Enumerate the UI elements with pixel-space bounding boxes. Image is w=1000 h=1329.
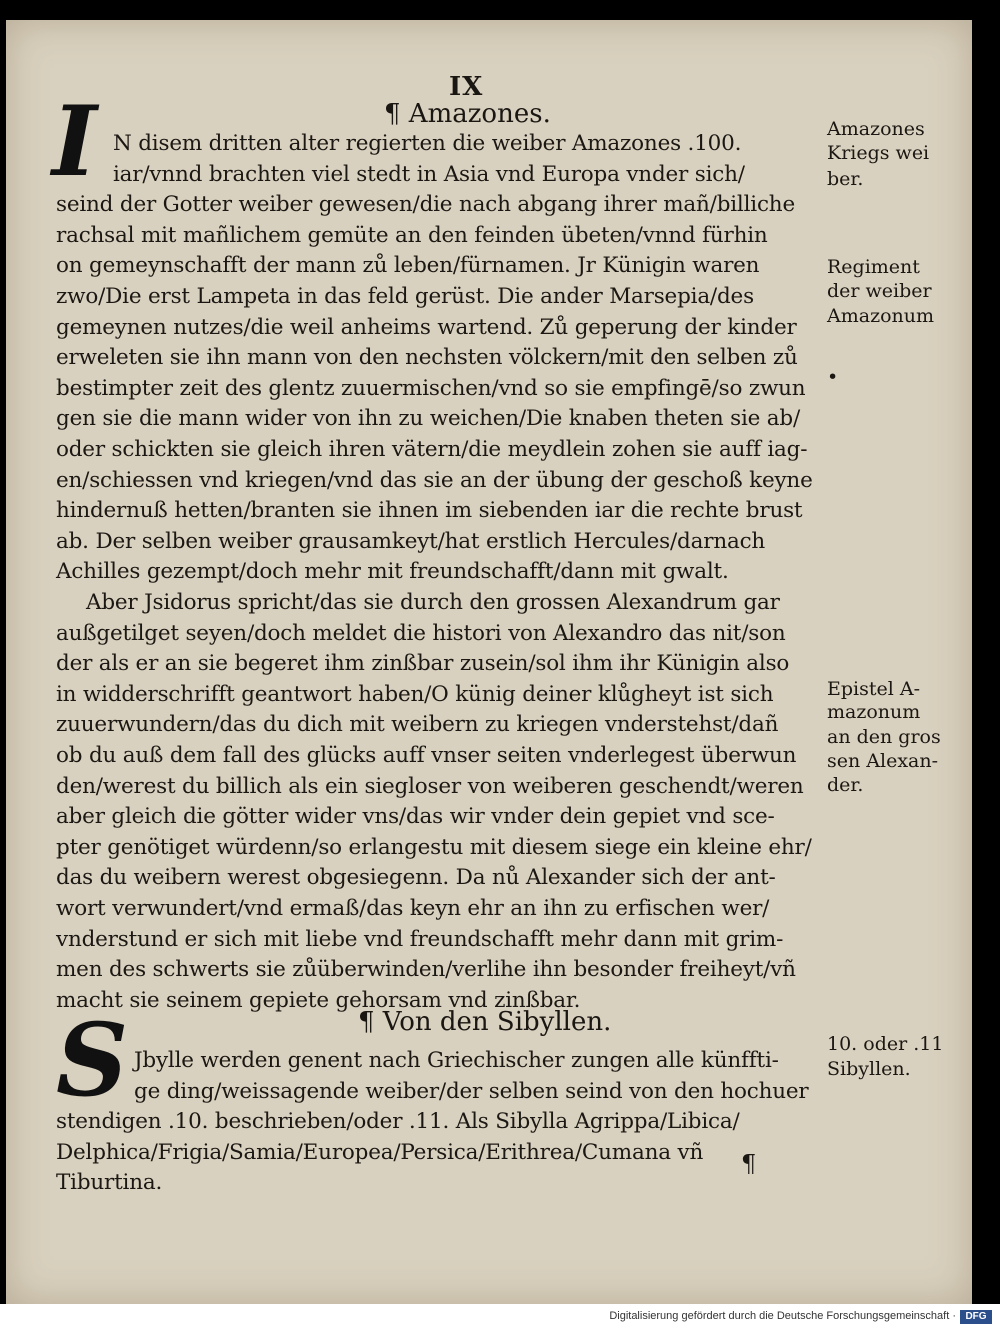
decorated-initial-s: S	[56, 1001, 129, 1119]
text-line: ge ding/weissagende weiber/der selben seind von den hochuer	[134, 1078, 809, 1104]
margin-note: ber.	[827, 168, 864, 190]
text-line: gemeynen nutzes/die weil anheims wartend. Zů geperung der kinder	[56, 314, 797, 340]
text-line: der als er an sie begeret ihm zinßbar zusein/sol ihm ihr Künigin also	[56, 651, 790, 677]
book-page	[6, 20, 972, 1304]
text-line: Delphica/Frigia/Samia/Europea/Persica/Erithrea/Cumana vñ	[56, 1139, 704, 1165]
catchword: ¶	[741, 1150, 757, 1178]
margin-note: mazonum	[827, 701, 921, 723]
text-line: wort verwundert/vnd ermaß/das keyn ehr an ihn zu erfischen wer/	[56, 896, 770, 921]
text-line: bestimpter zeit des glentz zuuermischen/vnd so sie empfingē/so zwun	[56, 375, 806, 401]
text-line: ab. Der selben weiber grausamkeyt/hat erstlich Hercules/darnach	[56, 528, 766, 554]
margin-note: Amazonum	[827, 305, 935, 327]
text-line: N disem dritten alter regierten die weiber Amazones .100.	[113, 131, 742, 156]
margin-note: sen Alexan-	[827, 750, 939, 772]
text-line: macht sie seinem gepiete gehorsam vnd zinßbar.	[56, 987, 581, 1013]
text-line: vnderstund er sich mit liebe vnd freundschafft mehr dann mit grim-	[56, 926, 784, 952]
margin-note: •	[827, 366, 839, 388]
text-line: men des schwerts sie zůüberwinden/verlihe ihn besonder freiheyt/vñ	[56, 957, 796, 983]
margin-note: 10. oder .11	[827, 1033, 944, 1055]
text-line: gen sie die mann wider von ihn zu weichen/Die knaben theten sie ab/	[56, 406, 801, 432]
margin-note: der weiber	[827, 280, 932, 302]
margin-note: an den gros	[827, 726, 941, 748]
margin-note: Amazones	[827, 118, 925, 140]
text-line: oder schickten sie gleich ihren vätern/die meydlein zohen sie auff iag-	[56, 437, 808, 462]
text-line: zwo/Die erst Lampeta in das feld gerüst. Die ander Marsepia/des	[56, 284, 754, 309]
margin-note: Kriegs wei	[827, 142, 930, 164]
text-line: rachsal mit mañlichem gemüte an den feinden übeten/vnnd fürhin	[56, 222, 768, 248]
text-line: stendigen .10. beschrieben/oder .11. Als Sibylla Agrippa/Libica/	[56, 1109, 740, 1135]
text-line: das du weibern werest obgesiegenn. Da nů Alexander sich der ant-	[56, 865, 776, 891]
funding-credit: Digitalisierung gefördert durch die Deutsche Forschungsgemeinschaft ·	[609, 1310, 956, 1322]
text-line: Aber Jsidorus spricht/das sie durch den grossen Alexandrum gar	[86, 590, 780, 615]
margin-note: Epistel A-	[827, 678, 920, 700]
text-line: den/werest du billich als ein siegloser von weiberen geschendt/weren	[56, 773, 804, 799]
text-line: aber gleich die götter wider vns/das wir vnder dein gepiet vnd sce-	[56, 804, 775, 830]
text-line: seind der Gotter weiber gewesen/die nach abgang ihrer mañ/billiche	[56, 192, 795, 218]
text-line: in widderschrifft geantwort haben/O künig deiner klůgheyt ist sich	[56, 681, 774, 707]
text-line: zuuerwundern/das du dich mit weibern zu kriegen vnderstehst/dañ	[56, 712, 779, 738]
margin-note: Regiment	[827, 256, 920, 278]
margin-note: der.	[827, 774, 864, 796]
section-heading-sibyllen: ¶ Von den Sibyllen.	[358, 1007, 612, 1037]
text-line: hindernuß hetten/branten sie ihnen im siebenden iar die rechte brust	[56, 498, 803, 524]
decorated-initial-i: I	[52, 85, 97, 198]
text-line: Achilles gezempt/doch mehr mit freundschafft/dann mit gwalt.	[56, 559, 729, 585]
footer-bar	[0, 1304, 1000, 1329]
text-line: außgetilget seyen/doch meldet die histori von Alexandro das nit/son	[56, 620, 786, 646]
text-line: erweleten sie ihn mann von den nechsten völckern/mit den selben zů	[56, 345, 798, 371]
text-line: en/schiessen vnd kriegen/vnd das sie an der übung der geschoß keyne	[56, 467, 813, 493]
dfg-logo-icon: DFG	[960, 1310, 992, 1324]
margin-note: Sibyllen.	[827, 1058, 911, 1080]
section-heading-amazones: ¶ Amazones.	[384, 99, 551, 129]
text-line: ob du auß dem fall des glücks auff vnser seiten vnderlegest überwun	[56, 743, 797, 768]
text-line: pter genötiget würdenn/so erlangestu mit diesem siege ein kleine ehr/	[56, 834, 812, 860]
text-line: Tiburtina.	[56, 1170, 163, 1196]
text-line: Jbylle werden genent nach Griechischer zungen alle künffti-	[134, 1048, 779, 1073]
folio-number: IX	[449, 72, 484, 102]
text-line: iar/vnnd brachten viel stedt in Asia vnd Europa vnder sich/	[113, 161, 745, 187]
text-line: on gemeynschafft der mann zů leben/fürnamen. Jr Künigin waren	[56, 253, 760, 279]
